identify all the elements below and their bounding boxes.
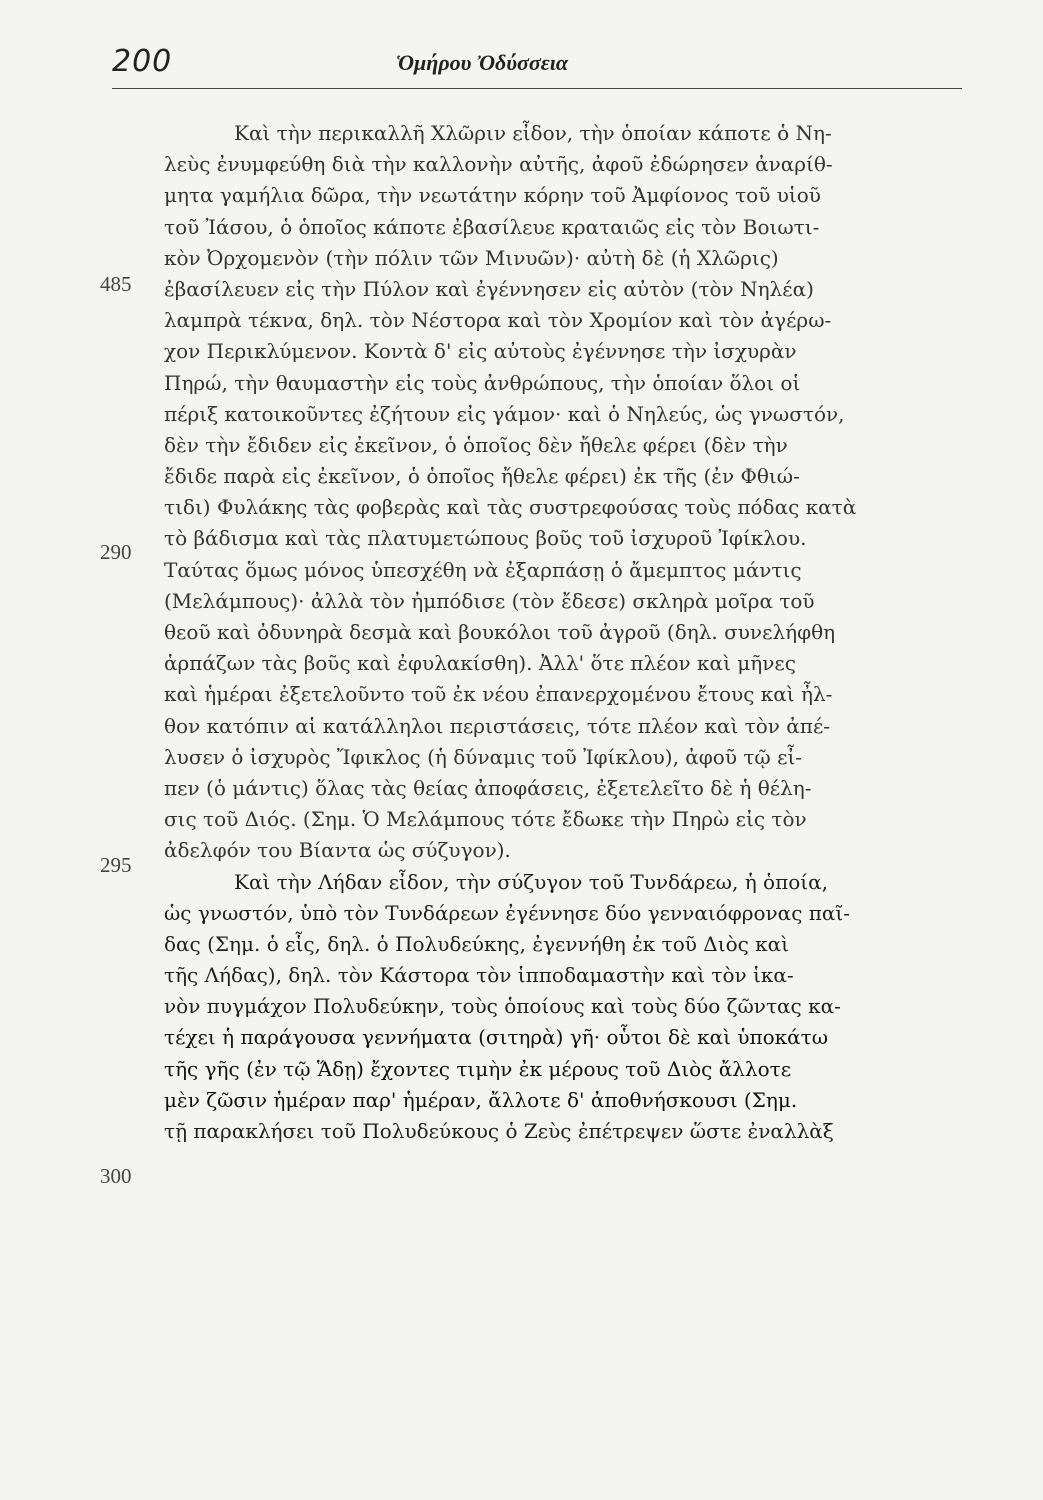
paragraph: [164, 118, 960, 867]
text-line: σις τοῦ Διός. (Σημ. Ὁ Μελάμπους τότε ἔδωκε τὴν Πηρὼ εἰς τὸν: [164, 807, 807, 832]
text-line: τιδι) Φυλάκης τὰς φοβερὰς καὶ τὰς συστρεφούσας τοὺς πόδας κατὰ: [164, 495, 857, 520]
text-line: λυσεν ὁ ἰσχυρὸς Ἴφικλος (ἡ δύναμις τοῦ Ἰφίκλου), ἀφοῦ τῷ εἶ-: [164, 744, 803, 769]
text-line: Πηρώ, τὴν θαυμαστὴν εἰς τοὺς ἀνθρώπους, τὴν ὁποίαν ὅλοι οἱ: [164, 370, 801, 395]
text-line: Ταύτας ὅμως μόνος ὑπεσχέθη νὰ ἐξαρπάσῃ ὁ ἄμεμπτος μάντις: [164, 557, 802, 582]
text-line: μητα γαμήλια δῶρα, τὴν νεωτάτην κόρην τοῦ Ἀμφίονος τοῦ υἱοῦ: [164, 183, 821, 208]
text-line: πέριξ κατοικοῦντες ἐζήτουν εἰς γάμον· καὶ ὁ Νηλεύς, ὡς γνωστόν,: [164, 401, 845, 426]
text-line: καὶ ἡμέραι ἐξετελοῦντο τοῦ ἐκ νέου ἐπανερχομένου ἔτους καὶ ἦλ-: [164, 682, 833, 707]
text-line: νὸν πυγμάχον Πολυδεύκην, τοὺς ὁποίους καὶ τοὺς δύο ζῶντας κα-: [164, 994, 841, 1019]
running-title: Ὁμήρου Ὀδύσσεια: [396, 50, 569, 75]
text-line: ἁρπάζων τὰς βοῦς καὶ ἐφυλακίσθη). Ἀλλ' ὅτε πλέον καὶ μῆνες: [164, 651, 796, 676]
text-line: λεὺς ἐνυμφεύθη διὰ τὴν καλλονὴν αὐτῆς, ἀφοῦ ἐδώρησεν ἀναρίθ-: [164, 152, 833, 177]
text-line: λαμπρὰ τέκνα, δηλ. τὸν Νέστορα καὶ τὸν Χρομίον καὶ τὸν ἀγέρω-: [164, 308, 832, 333]
text-line: ὡς γνωστόν, ὑπὸ τὸν Τυνδάρεων ἐγέννησε δύο γενναιόφρονας παῖ-: [164, 900, 850, 925]
verse-number: 295: [100, 853, 132, 877]
text-line: τῇ παρακλήσει τοῦ Πολυδεύκους ὁ Ζεὺς ἐπέτρεψεν ὥστε ἐναλλὰξ: [164, 1119, 834, 1143]
verse-number: 290: [100, 540, 132, 564]
text-line: θον κατόπιν αἱ κατάλληλοι περιστάσεις, τότε πλέον καὶ τὸν ἀπέ-: [164, 713, 831, 738]
text-line: τὸ βάδισμα καὶ τὰς πλατυμετώπους βοῦς τοῦ ἰσχυροῦ Ἰφίκλου.: [164, 526, 807, 551]
text-line: ἀδελφόν του Βίαντα ὡς σύζυγον).: [164, 838, 511, 863]
text-line: Καὶ τὴν Λήδαν εἶδον, τὴν σύζυγον τοῦ Τυνδάρεω, ἡ ὁποία,: [234, 869, 828, 894]
body-text: [164, 118, 960, 1147]
page-number: 200: [112, 44, 173, 79]
text-line: ἔδιδε παρὰ εἰς ἐκεῖνον, ὁ ὁποῖος ἤθελε φέρει) ἐκ τῆς (ἐν Φθιώ-: [164, 464, 800, 489]
text-line: τέχει ἡ παράγουσα γεννήματα (σιτηρὰ) γῆ· οὗτοι δὲ καὶ ὑποκάτω: [164, 1025, 829, 1050]
text-line: τῆς γῆς (ἐν τῷ Ἅδῃ) ἔχοντες τιμὴν ἐκ μέρους τοῦ Διὸς ἄλλοτε: [164, 1056, 792, 1081]
text-line: θεοῦ καὶ ὀδυνηρὰ δεσμὰ καὶ βουκόλοι τοῦ ἀγροῦ (δηλ. συνελήφθη: [164, 620, 836, 644]
paragraph: [164, 867, 960, 1148]
verse-number: 300: [100, 1164, 132, 1188]
text-line: δας (Σημ. ὁ εἷς, δηλ. ὁ Πολυδεύκης, ἐγεννήθη ἐκ τοῦ Διὸς καὶ: [164, 931, 790, 956]
text-line: μὲν ζῶσιν ἡμέραν παρ' ἡμέραν, ἄλλοτε δ' ἀποθνήσκουσι (Σημ.: [164, 1087, 798, 1112]
text-line: χον Περικλύμενον. Κοντὰ δ' εἰς αὐτοὺς ἐγέννησε τὴν ἰσχυρὰν: [164, 339, 797, 364]
header-rule: [112, 88, 962, 89]
text-line: κὸν Ὀρχομενὸν (τὴν πόλιν τῶν Μινυῶν)· αὐτὴ δὲ (ἡ Χλῶρις): [164, 245, 779, 270]
page-header: [112, 44, 962, 90]
text-line: δὲν τὴν ἔδιδεν εἰς ἐκεῖνον, ὁ ὁποῖος δὲν ἤθελε φέρει (δὲν τὴν: [164, 432, 788, 457]
text-line: (Μελάμπους)· ἀλλὰ τὸν ἠμπόδισε (τὸν ἔδεσε) σκληρὰ μοῖρα τοῦ: [164, 588, 815, 613]
text-line: ἐβασίλευεν εἰς τὴν Πύλον καὶ ἐγέννησεν εἰς αὐτὸν (τὸν Νηλέα): [164, 276, 814, 301]
text-line: τοῦ Ἰάσου, ὁ ὁποῖος κάποτε ἐβασίλευε κραταιῶς εἰς τὸν Βοιωτι-: [164, 214, 820, 239]
text-line: πεν (ὁ μάντις) ὅλας τὰς θείας ἀποφάσεις, ἐξετελεῖτο δὲ ἡ θέλη-: [164, 775, 812, 800]
text-line: Καὶ τὴν περικαλλῆ Χλῶριν εἶδον, τὴν ὁποίαν κάποτε ὁ Νη-: [234, 121, 832, 145]
verse-number: 485: [100, 272, 132, 296]
text-line: τῆς Λήδας), δηλ. τὸν Κάστορα τὸν ἱπποδαμαστὴν καὶ τὸν ἱκα-: [164, 963, 794, 988]
